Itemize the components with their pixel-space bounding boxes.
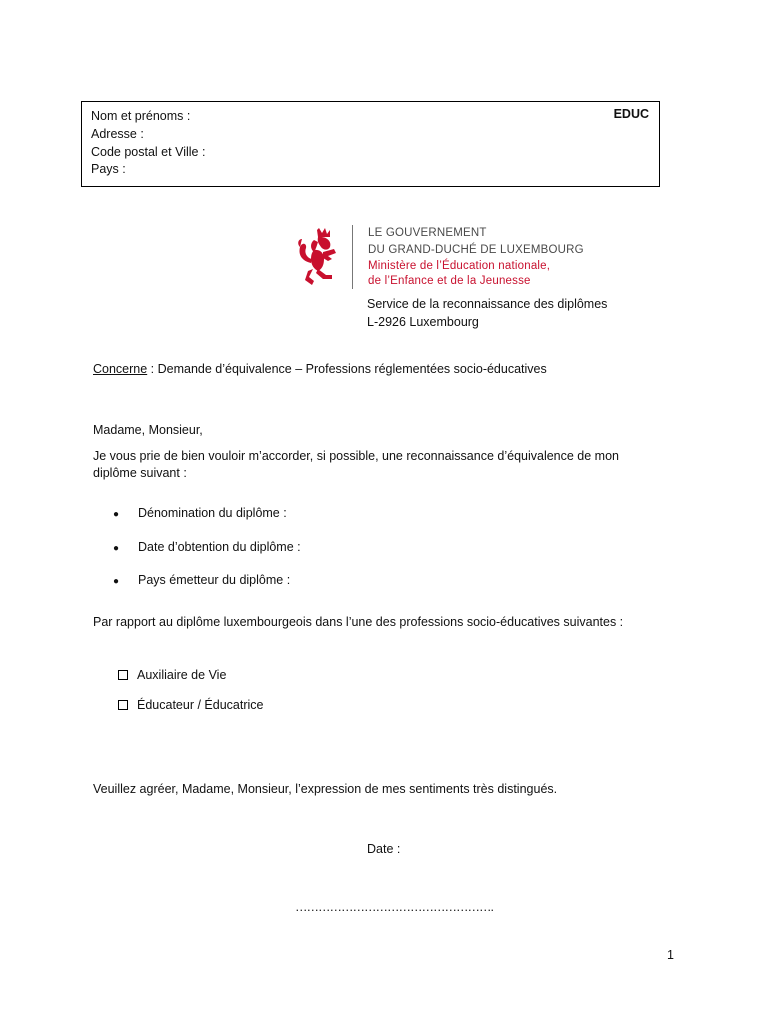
subject-label: Concerne [93, 362, 148, 376]
profession-intro: Par rapport au diplôme luxembourgeois dans l’une des professions socio-éducatives suivantes : [93, 615, 624, 629]
postal-city-label: Code postal et Ville : [91, 145, 206, 159]
logo-grand-duchy-line: DU GRAND-DUCHÉ DE LUXEMBOURG [368, 244, 584, 256]
logo-divider [352, 225, 353, 289]
department-code: EDUC [613, 107, 649, 121]
option-label: Éducateur / Éducatrice [137, 698, 264, 712]
bullet-diploma-name [113, 506, 287, 520]
logo-ministry-line: Ministère de l’Éducation nationale, [368, 260, 551, 272]
address-label: Adresse : [91, 127, 144, 141]
country-label: Pays : [91, 162, 126, 176]
subject-line [93, 362, 547, 376]
bullet-text: Date d’obtention du diplôme : [138, 540, 301, 554]
bullet-diploma-country [113, 573, 290, 587]
request-paragraph: Je vous prie de bien vouloir m’accorder, si possible, une reconnaissance d’équivalence de mon diplôme suivant : [93, 449, 620, 480]
bullet-icon: ● [113, 509, 120, 520]
closing-formula: Veuillez agréer, Madame, Monsieur, l’expression de mes sentiments très distingués. [93, 782, 558, 796]
bullet-diploma-date [113, 540, 301, 554]
government-logo [290, 223, 600, 293]
salutation: Madame, Monsieur, [93, 423, 203, 437]
logo-ministry-line-2: de l’Enfance et de la Jeunesse [368, 275, 531, 287]
subject-text: Demande d’équivalence – Professions réglementées socio-éducatives [157, 362, 547, 376]
signature-line: ……………………………………………. [295, 900, 493, 914]
sender-info-box [81, 101, 660, 187]
date-label: Date : [367, 842, 401, 856]
bullet-text: Pays émetteur du diplôme : [138, 573, 291, 587]
subject-separator: : [147, 362, 158, 376]
option-label: Auxiliaire de Vie [137, 668, 227, 682]
recipient-city: L-2926 Luxembourg [367, 315, 479, 329]
checkbox-icon[interactable] [118, 670, 128, 680]
option-educateur[interactable] [118, 698, 263, 712]
recipient-service: Service de la reconnaissance des diplômes [367, 297, 608, 311]
red-lion-icon [292, 225, 344, 291]
page-number: 1 [667, 948, 674, 962]
option-auxiliaire-de-vie[interactable] [118, 668, 226, 682]
checkbox-icon[interactable] [118, 700, 128, 710]
recipient-address [367, 295, 607, 331]
bullet-icon: ● [113, 543, 120, 554]
bullet-icon: ● [113, 576, 120, 587]
logo-government-line: LE GOUVERNEMENT [368, 227, 487, 239]
bullet-text: Dénomination du diplôme : [138, 506, 287, 520]
name-label: Nom et prénoms : [91, 109, 191, 123]
